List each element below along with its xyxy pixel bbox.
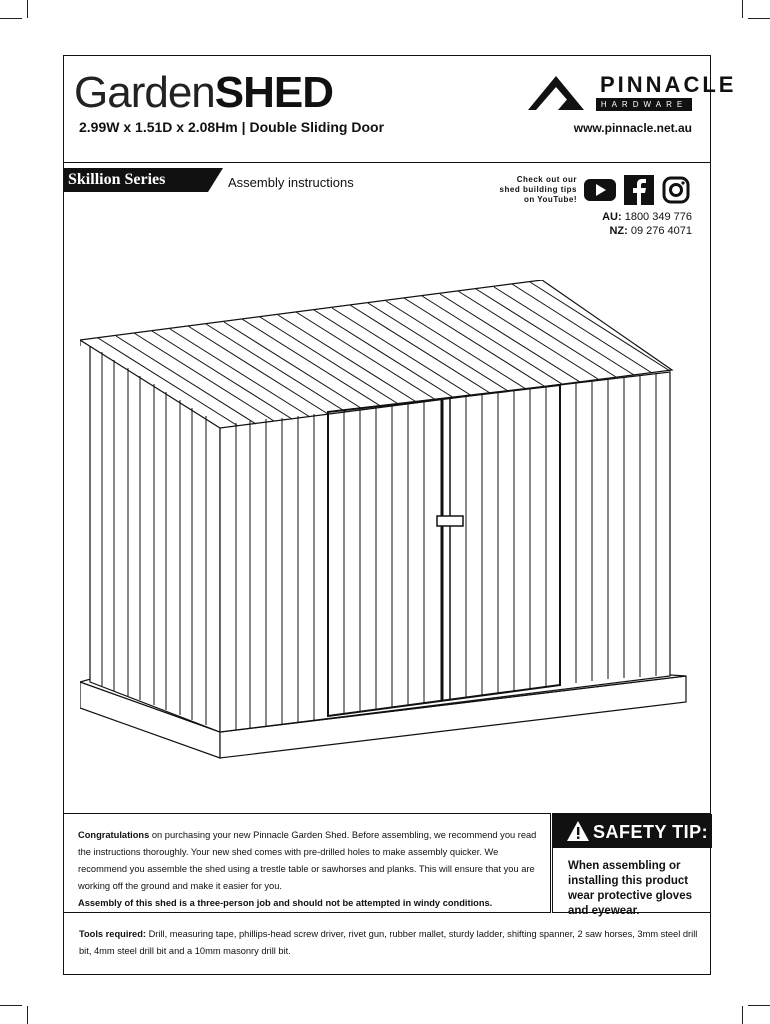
au-label: AU: [602,211,622,223]
door-type: Double Sliding Door [249,119,385,135]
intro-warning: Assembly of this shed is a three-person job and should not be attempted in windy conditions. [78,898,493,908]
crop-mark [0,18,22,19]
warning-icon [567,821,589,841]
safety-tip-body: When assembling or installing this product wear protective gloves and eyewear. [568,860,692,917]
intro-body: on purchasing your new Pinnacle Garden Shed. Before assembling, we recommend you read the instructions thoroughly. Your new shed comes with pre-drilled holes to make assembly quicker. We recommend you assemble the shed using a trestle table or sawhorses and planks. This will ensure that you are working off the ground and make it easier for you. [78,830,537,891]
shed-illustration [80,280,690,760]
facebook-icon[interactable] [624,175,654,205]
crop-mark [0,1005,22,1006]
instagram-icon[interactable] [662,176,690,204]
safety-tip-panel [552,813,711,917]
phone-nz [609,225,692,237]
crop-mark [27,0,28,18]
crop-mark [27,1006,28,1024]
logo-sub: HARDWARE [596,98,692,111]
header-rule [63,162,711,163]
title-light: Garden [74,68,215,117]
crop-mark [748,18,770,19]
phone-au [602,211,692,223]
tools-list: Drill, measuring tape, phillips-head screw driver, rivet gun, rubber mallet, sturdy ladder, shifting spanner, 2 saw horses, 3mm steel drill bit, 4mm steel drill bit and a 10mm masonry drill bit. [79,929,698,956]
product-subtitle [79,119,384,135]
separator: | [237,119,250,135]
assembly-subtitle: Assembly instructions [228,175,354,190]
youtube-icon[interactable] [584,178,616,202]
nz-number: 09 276 4071 [630,225,692,237]
intro-text [78,827,548,912]
logo-word: PINNACLE [600,72,737,97]
intro-panel [63,813,551,913]
series-label: Skillion Series [68,171,166,188]
nz-label: NZ: [609,225,628,237]
crop-mark [742,1006,743,1024]
page-title [74,68,333,118]
safety-tip-title: SAFETY TIP: [593,822,709,842]
intro-lead: Congratulations [78,830,150,840]
crop-mark [748,1005,770,1006]
au-number: 1800 349 776 [624,211,692,223]
website-link[interactable]: www.pinnacle.net.au [573,121,692,135]
tools-label: Tools required: [79,929,146,939]
dimensions: 2.99W x 1.51D x 2.08Hm [79,119,238,135]
crop-mark [742,0,743,18]
tools-required [79,926,699,960]
title-bold: SHED [214,68,334,117]
social-prompt: Check out our shed building tips on YouTube! [499,175,577,204]
